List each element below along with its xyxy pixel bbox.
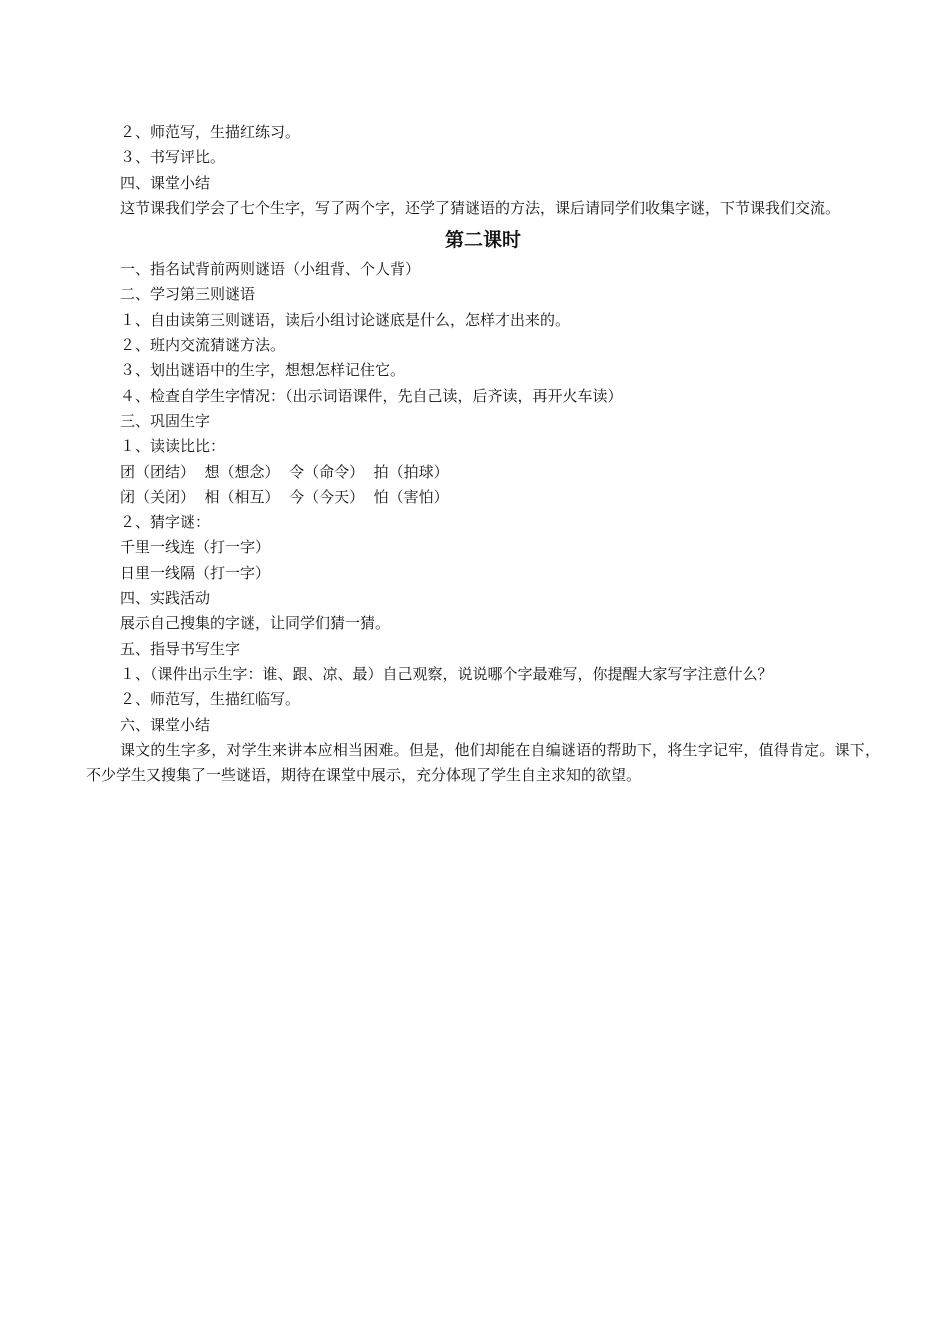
text-line: 千里一线连（打一字） (120, 538, 271, 557)
text-line: 三、巩固生字 (120, 411, 211, 430)
text-line: 团（团结） 想（想念） 令（命令） 拍（拍球） (120, 462, 449, 481)
text-line: 闭（关闭） 相（相互） 今（今天） 怕（害怕） (120, 487, 449, 506)
text-line: 展示自己搜集的字谜，让同学们猜一猜。 (120, 614, 391, 633)
text-line: ２、师范写，生描红临写。 (120, 690, 301, 709)
text-line: ２、猜字谜： (120, 513, 211, 532)
summary-paragraph: 这节课我们学会了七个生字，写了两个字，还学了猜谜语的方法，课后请同学们收集字谜，下节课我们交流。 (120, 198, 841, 217)
text-line: ３、划出谜语中的生字，想想怎样记住它。 (120, 361, 406, 380)
text-line: 二、学习第三则谜语 (120, 285, 256, 304)
section-heading-line: 四、课堂小结 (120, 173, 211, 192)
text-line: 四、实践活动 (120, 589, 211, 608)
lesson-heading: 第二课时 (444, 229, 521, 252)
reflection-paragraph: 课文的生字多，对学生来讲本应相当困难。但是，他们却能在自编谜语的帮助下，将生字记牢，值得肯定。课下，不少学生又搜集了一些谜语，期待在课堂中展示，充分体现了学生自主求知的欲望。 (86, 740, 880, 785)
text-line: 五、指导书写生字 (120, 639, 241, 658)
document-body (86, 120, 880, 788)
text-line: ４、检查自学生字情况：（出示词语课件，先自己读，后齐读，再开火车读） (120, 386, 623, 405)
text-line: ３、书写评比。 (120, 148, 226, 167)
text-line: 六、课堂小结 (120, 715, 211, 734)
text-line: ２、师范写，生描红练习。 (120, 123, 301, 141)
text-line: 日里一线隔（打一字） (120, 563, 271, 582)
text-line: 一、指名试背前两则谜语（小组背、个人背） (120, 260, 421, 279)
text-line: １、自由读第三则谜语，读后小组讨论谜底是什么，怎样才出来的。 (120, 310, 571, 329)
text-line: １、（课件出示生字：谁、跟、凉、最）自己观察，说说哪个字最难写，你提醒大家写字注意什么？ (120, 664, 773, 683)
text-line: ２、班内交流猜谜方法。 (120, 336, 286, 355)
text-line: １、读读比比： (120, 437, 226, 456)
